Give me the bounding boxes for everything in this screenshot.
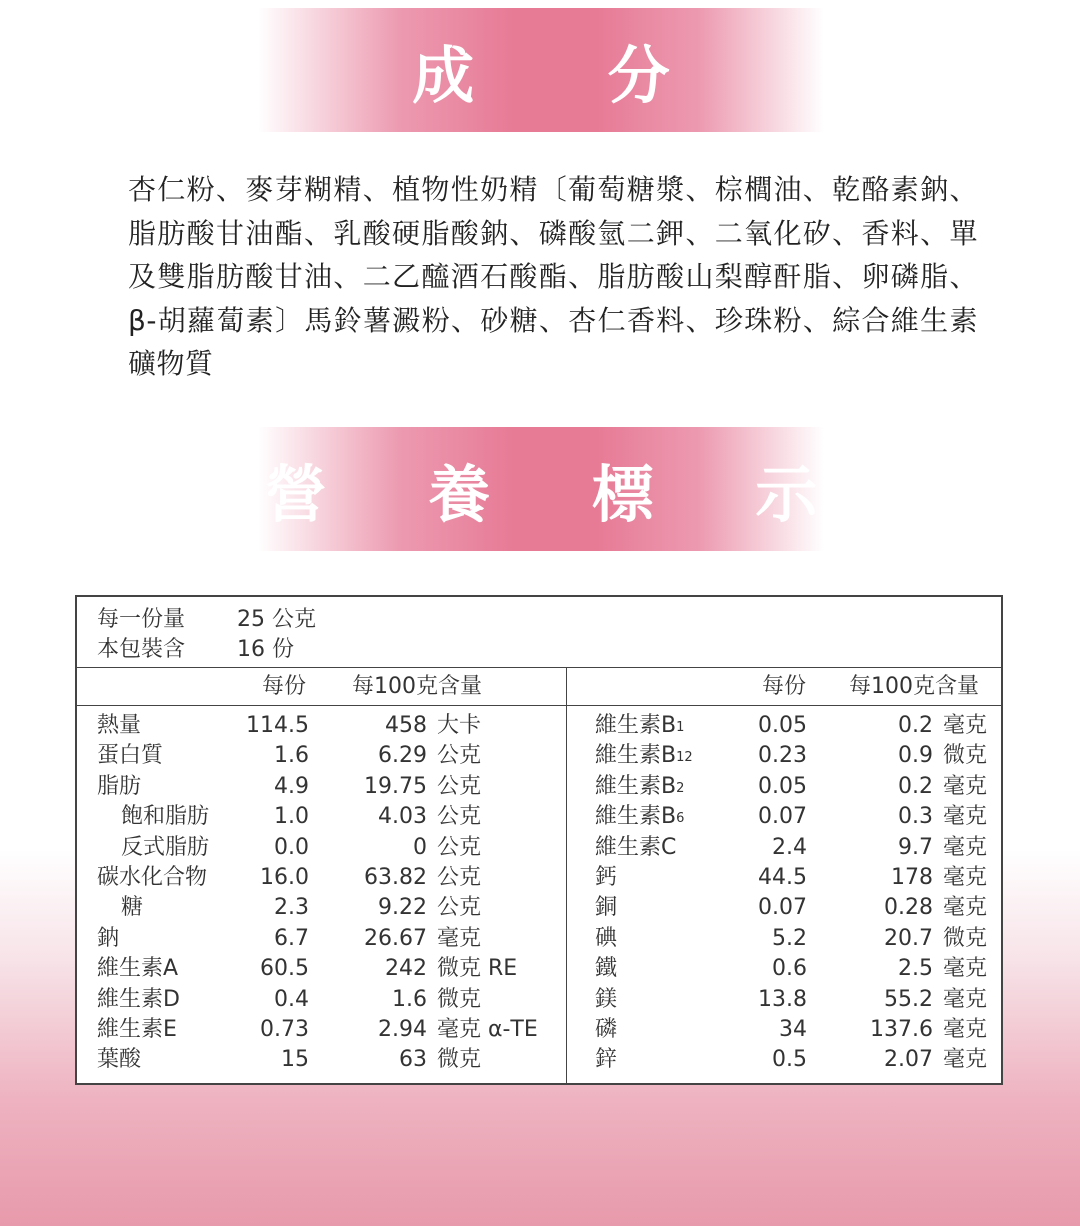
nutrient-name bbox=[97, 772, 237, 802]
nutrient-row bbox=[97, 863, 538, 893]
nutrient-name-text: 鈉 bbox=[97, 925, 120, 951]
nutrient-name bbox=[595, 772, 745, 802]
nutrient-name bbox=[97, 985, 237, 1015]
per-serving-value: 44.5 bbox=[758, 864, 807, 890]
nutrient-row bbox=[97, 711, 538, 741]
nutrient-subscript: 2 bbox=[676, 780, 685, 796]
nutrient-row bbox=[595, 863, 987, 893]
nutrient-row bbox=[97, 1045, 538, 1075]
per-100g-value: 242 bbox=[385, 956, 427, 982]
nutrient-name bbox=[97, 954, 237, 984]
nutrient-name bbox=[97, 802, 237, 832]
nutrient-name bbox=[595, 1015, 745, 1045]
per-serving-value: 13.8 bbox=[758, 986, 807, 1012]
per-100g-value: 2.5 bbox=[898, 956, 933, 982]
nutrient-subscript: 6 bbox=[676, 811, 685, 827]
nutrient-row bbox=[595, 1015, 987, 1045]
per-serving-value: 0.07 bbox=[758, 895, 807, 921]
per-100g-value: 19.75 bbox=[364, 773, 427, 799]
serving-size-value: 25 公克 bbox=[237, 607, 316, 632]
per-serving-value: 0.5 bbox=[772, 1047, 807, 1073]
nutrient-row bbox=[97, 985, 538, 1015]
nutrient-name bbox=[595, 833, 745, 863]
unit-label: 微克 RE bbox=[437, 956, 518, 982]
per-100g-value: 26.67 bbox=[364, 925, 427, 951]
nutrient-name bbox=[595, 985, 745, 1015]
per-100g-value: 2.94 bbox=[378, 1016, 427, 1042]
nutrient-list-right bbox=[595, 711, 987, 1076]
per-serving-value: 114.5 bbox=[246, 713, 309, 738]
per-serving-value: 16.0 bbox=[260, 864, 309, 890]
per-serving-value: 0.05 bbox=[758, 713, 807, 738]
per-serving-value: 1.6 bbox=[274, 743, 309, 769]
col-header-per-100g: 每100克含量 bbox=[352, 674, 482, 699]
serving-info bbox=[97, 605, 316, 665]
nutrient-name-text: 維生素E bbox=[97, 1016, 177, 1042]
nutrient-row bbox=[97, 954, 538, 984]
nutrient-subscript: 12 bbox=[676, 750, 693, 766]
nutrient-row bbox=[595, 985, 987, 1015]
unit-label: 公克 bbox=[437, 834, 482, 860]
per-serving-value: 0.0 bbox=[274, 834, 309, 860]
nutrient-row bbox=[595, 924, 987, 954]
unit-label: 毫克 bbox=[943, 773, 988, 799]
per-serving-value: 6.7 bbox=[274, 925, 309, 951]
nutrient-row bbox=[595, 772, 987, 802]
per-serving-value: 5.2 bbox=[772, 925, 807, 951]
nutrient-row bbox=[97, 893, 538, 923]
col-header-per-serving: 每份 bbox=[262, 674, 307, 699]
nutrient-row bbox=[97, 741, 538, 771]
unit-label: 毫克 bbox=[943, 1047, 988, 1073]
per-serving-value: 34 bbox=[779, 1016, 807, 1042]
nutrient-row bbox=[595, 741, 987, 771]
per-100g-value: 0.9 bbox=[898, 743, 933, 769]
nutrient-name bbox=[97, 893, 237, 923]
nutrient-name-text: 糖 bbox=[121, 895, 144, 921]
nutrient-name-text: 銅 bbox=[595, 895, 618, 921]
nutrient-row bbox=[595, 711, 987, 741]
per-100g-value: 0.3 bbox=[898, 804, 933, 830]
nutrient-name-text: 維生素A bbox=[97, 956, 179, 982]
per-100g-value: 0.28 bbox=[884, 895, 933, 921]
nutrient-row bbox=[97, 772, 538, 802]
nutrition-banner bbox=[258, 427, 858, 551]
per-serving-value: 0.05 bbox=[758, 773, 807, 799]
ingredients-title: 成 分 bbox=[412, 38, 726, 112]
unit-label: 微克 bbox=[437, 986, 482, 1012]
nutrient-row bbox=[595, 833, 987, 863]
unit-label: 毫克 bbox=[943, 713, 988, 738]
ingredients-text: 杏仁粉、麥芽糊精、植物性奶精〔葡萄糖漿、棕櫚油、乾酪素鈉、脂肪酸甘油酯、乳酸硬脂酸鈉、磷酸氫二鉀、二氧化矽、香料、單及雙脂肪酸甘油、二乙醯酒石酸酯、脂肪酸山梨醇酐脂、卵磷脂、β-胡蘿蔔素〕馬鈴薯澱粉、砂糖、杏仁香料、珍珠粉、綜合維生素礦物質 bbox=[128, 173, 978, 380]
nutrient-name bbox=[595, 1045, 745, 1075]
nutrient-name-text: 鈣 bbox=[595, 864, 618, 890]
serving-count-value: 16 份 bbox=[237, 637, 294, 662]
per-serving-value: 2.3 bbox=[274, 895, 309, 921]
per-100g-value: 9.22 bbox=[378, 895, 427, 921]
ingredients-banner bbox=[258, 8, 824, 132]
unit-label: 毫克 bbox=[943, 804, 988, 830]
unit-label: 毫克 bbox=[943, 864, 988, 890]
nutrient-name-text: 鎂 bbox=[595, 986, 618, 1012]
per-100g-value: 0 bbox=[413, 834, 427, 860]
nutrient-name-text: 維生素D bbox=[97, 986, 180, 1012]
nutrient-row bbox=[97, 833, 538, 863]
nutrient-row bbox=[97, 924, 538, 954]
nutrient-row bbox=[97, 802, 538, 832]
nutrition-facts-table bbox=[75, 595, 1003, 1085]
nutrient-name-text: 熱量 bbox=[97, 713, 142, 738]
per-serving-value: 0.73 bbox=[260, 1016, 309, 1042]
per-serving-value: 15 bbox=[281, 1047, 309, 1073]
per-100g-value: 4.03 bbox=[378, 804, 427, 830]
nutrient-name-text: 維生素B bbox=[595, 804, 677, 830]
nutrient-row bbox=[595, 893, 987, 923]
serving-count-label: 本包裝含 bbox=[97, 637, 186, 662]
nutrient-name bbox=[97, 924, 237, 954]
nutrient-list-left bbox=[97, 711, 538, 1076]
per-100g-value: 6.29 bbox=[378, 743, 427, 769]
unit-label: 毫克 α-TE bbox=[437, 1016, 538, 1042]
col-header-per-serving-right: 每份 bbox=[762, 674, 807, 699]
per-100g-value: 55.2 bbox=[884, 986, 933, 1012]
serving-size-label: 每一份量 bbox=[97, 607, 186, 632]
divider bbox=[77, 667, 1001, 668]
per-100g-value: 1.6 bbox=[392, 986, 427, 1012]
unit-label: 毫克 bbox=[943, 834, 988, 860]
unit-label: 公克 bbox=[437, 895, 482, 921]
unit-label: 公克 bbox=[437, 864, 482, 890]
nutrient-name-text: 鋅 bbox=[595, 1047, 618, 1073]
divider bbox=[77, 705, 1001, 706]
unit-label: 公克 bbox=[437, 743, 482, 769]
nutrient-name-text: 反式脂肪 bbox=[121, 834, 210, 860]
unit-label: 毫克 bbox=[943, 956, 988, 982]
nutrient-name bbox=[97, 863, 237, 893]
per-100g-value: 458 bbox=[385, 713, 427, 738]
nutrient-name bbox=[595, 802, 745, 832]
nutrient-name-text: 葉酸 bbox=[97, 1047, 142, 1073]
nutrient-name bbox=[595, 741, 745, 771]
unit-label: 毫克 bbox=[437, 925, 482, 951]
nutrient-row bbox=[595, 1045, 987, 1075]
nutrient-name bbox=[97, 833, 237, 863]
nutrient-name-text: 維生素B bbox=[595, 773, 677, 799]
per-100g-value: 0.2 bbox=[898, 713, 933, 738]
per-100g-value: 2.07 bbox=[884, 1047, 933, 1073]
unit-label: 微克 bbox=[943, 743, 988, 769]
nutrient-name-text: 維生素C bbox=[595, 834, 677, 860]
per-serving-value: 0.07 bbox=[758, 804, 807, 830]
unit-label: 微克 bbox=[437, 1047, 482, 1073]
nutrient-row bbox=[595, 802, 987, 832]
nutrient-name bbox=[97, 1015, 237, 1045]
per-100g-value: 0.2 bbox=[898, 773, 933, 799]
per-100g-value: 9.7 bbox=[898, 834, 933, 860]
nutrient-row bbox=[97, 1015, 538, 1045]
per-100g-value: 178 bbox=[891, 864, 933, 890]
unit-label: 微克 bbox=[943, 925, 988, 951]
nutrient-name-text: 碘 bbox=[595, 925, 618, 951]
nutrient-name-text: 飽和脂肪 bbox=[121, 804, 210, 830]
nutrient-name-text: 蛋白質 bbox=[97, 743, 164, 769]
per-100g-value: 63 bbox=[399, 1047, 427, 1073]
per-100g-value: 63.82 bbox=[364, 864, 427, 890]
per-serving-value: 1.0 bbox=[274, 804, 309, 830]
nutrient-name bbox=[595, 954, 745, 984]
nutrient-row bbox=[595, 954, 987, 984]
per-serving-value: 60.5 bbox=[260, 956, 309, 982]
nutrient-subscript: 1 bbox=[676, 720, 685, 735]
nutrient-name bbox=[595, 711, 745, 741]
column-divider bbox=[566, 667, 567, 1083]
nutrient-name-text: 維生素B bbox=[595, 743, 677, 769]
per-serving-value: 0.4 bbox=[274, 986, 309, 1012]
per-serving-value: 2.4 bbox=[772, 834, 807, 860]
unit-label: 毫克 bbox=[943, 1016, 988, 1042]
unit-label: 毫克 bbox=[943, 986, 988, 1012]
nutrient-name bbox=[97, 1045, 237, 1075]
unit-label: 公克 bbox=[437, 804, 482, 830]
unit-label: 毫克 bbox=[943, 895, 988, 921]
per-100g-value: 20.7 bbox=[884, 925, 933, 951]
col-header-per-100g-right: 每100克含量 bbox=[849, 674, 979, 699]
per-serving-value: 0.6 bbox=[772, 956, 807, 982]
nutrient-name-text: 維生素B bbox=[595, 713, 677, 738]
nutrient-name-text: 脂肪 bbox=[97, 773, 142, 799]
nutrient-name bbox=[595, 863, 745, 893]
per-100g-value: 137.6 bbox=[870, 1016, 933, 1042]
nutrient-name-text: 碳水化合物 bbox=[97, 864, 208, 890]
nutrient-name bbox=[595, 893, 745, 923]
nutrient-name-text: 鐵 bbox=[595, 956, 618, 982]
unit-label: 公克 bbox=[437, 773, 482, 799]
unit-label: 大卡 bbox=[437, 713, 482, 738]
per-serving-value: 4.9 bbox=[274, 773, 309, 799]
nutrient-name bbox=[97, 741, 237, 771]
per-serving-value: 0.23 bbox=[758, 743, 807, 769]
nutrient-name bbox=[97, 711, 237, 741]
nutrition-title: 營 養 標 示 bbox=[264, 457, 858, 531]
nutrient-name bbox=[595, 924, 745, 954]
nutrient-name-text: 磷 bbox=[595, 1016, 618, 1042]
